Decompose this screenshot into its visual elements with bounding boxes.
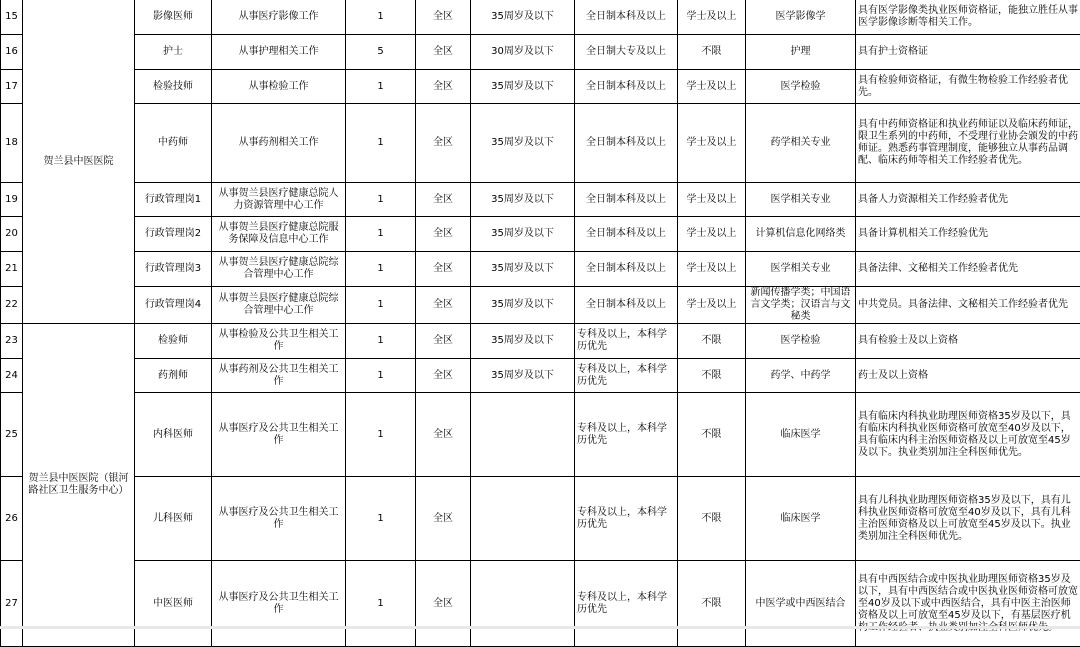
recruit-scope: 全区 <box>416 252 471 287</box>
position-duty: 从事医疗及公共卫生相关工作 <box>212 477 346 561</box>
position-name: 检验师 <box>135 324 212 359</box>
major-requirement: 药学、中药学 <box>746 359 856 393</box>
position-name: 行政管理岗4 <box>135 287 212 324</box>
position-duty: 从事药剂相关工作 <box>212 104 346 183</box>
row-number: 23 <box>1 324 23 359</box>
hire-count: 1 <box>346 217 416 252</box>
major-requirement: 医学检验 <box>746 324 856 359</box>
position-duty: 从事护理相关工作 <box>212 35 346 70</box>
other-requirement: 药士及以上资格 <box>856 359 1080 393</box>
recruit-scope: 全区 <box>416 104 471 183</box>
table-row <box>1 324 1080 359</box>
row-number: 24 <box>1 359 23 393</box>
degree-requirement: 学士及以上 <box>678 70 746 104</box>
position-name: 行政管理岗2 <box>135 217 212 252</box>
age-requirement <box>471 393 575 477</box>
degree-requirement: 不限 <box>678 477 746 561</box>
position-duty: 从事贺兰县医疗健康总院人力资源管理中心工作 <box>212 183 346 217</box>
unit-name: 贺兰县中医医院 <box>23 0 135 324</box>
row-number: 22 <box>1 287 23 324</box>
age-requirement: 35周岁及以下 <box>471 70 575 104</box>
table-row <box>1 104 1080 183</box>
major-requirement: 药学相关专业 <box>746 104 856 183</box>
hire-count: 1 <box>346 393 416 477</box>
education-requirement: 全日制本科及以上 <box>575 0 678 35</box>
education-requirement: 专科及以上，本科学历优先 <box>575 393 678 477</box>
degree-requirement: 学士及以上 <box>678 183 746 217</box>
major-requirement: 医学检验 <box>746 70 856 104</box>
table-row <box>1 0 1080 35</box>
hire-count: 1 <box>346 561 416 647</box>
other-requirement: 中共党员。具备法律、文秘相关工作经验者优先 <box>856 287 1080 324</box>
other-requirement: 具有中药师资格证和执业药师证以及临床药师证，限卫生系列的中药师，不受理行业协会颁发的中药师证。熟悉药事管理制度，能够独立从事药品调配、临床药师等相关工作经验者优先。 <box>856 104 1080 183</box>
major-requirement: 医学影像学 <box>746 0 856 35</box>
recruit-scope: 全区 <box>416 183 471 217</box>
position-name: 检验技师 <box>135 70 212 104</box>
table-row <box>1 217 1080 252</box>
age-requirement <box>471 561 575 647</box>
education-requirement: 全日制大专及以上 <box>575 35 678 70</box>
recruit-scope: 全区 <box>416 35 471 70</box>
education-requirement: 全日制本科及以上 <box>575 252 678 287</box>
position-duty: 从事贺兰县医疗健康总院综合管理中心工作 <box>212 287 346 324</box>
other-requirement: 具有检验师资格证，有微生物检验工作经验者优先。 <box>856 70 1080 104</box>
recruit-scope: 全区 <box>416 217 471 252</box>
degree-requirement: 学士及以上 <box>678 252 746 287</box>
row-number: 17 <box>1 70 23 104</box>
major-requirement: 新闻传播学类；中国语言文学类；汉语言与文秘类 <box>746 287 856 324</box>
age-requirement <box>471 477 575 561</box>
table-row <box>1 393 1080 477</box>
position-name: 行政管理岗3 <box>135 252 212 287</box>
position-duty: 从事医疗及公共卫生相关工作 <box>212 561 346 647</box>
row-number: 27 <box>1 561 23 647</box>
major-requirement: 计算机信息化网络类 <box>746 217 856 252</box>
other-requirement: 具有护士资格证 <box>856 35 1080 70</box>
table-row <box>1 252 1080 287</box>
position-name: 行政管理岗1 <box>135 183 212 217</box>
age-requirement: 35周岁及以下 <box>471 324 575 359</box>
major-requirement: 中医学或中西医结合 <box>746 561 856 647</box>
degree-requirement: 不限 <box>678 561 746 647</box>
education-requirement: 专科及以上，本科学历优先 <box>575 561 678 647</box>
hire-count: 1 <box>346 0 416 35</box>
position-name: 中医医师 <box>135 561 212 647</box>
education-requirement: 全日制本科及以上 <box>575 104 678 183</box>
education-requirement: 全日制本科及以上 <box>575 217 678 252</box>
row-number: 20 <box>1 217 23 252</box>
age-requirement: 35周岁及以下 <box>471 104 575 183</box>
recruit-scope: 全区 <box>416 287 471 324</box>
row-number: 18 <box>1 104 23 183</box>
table-row <box>1 359 1080 393</box>
position-name: 药剂师 <box>135 359 212 393</box>
hire-count: 1 <box>346 359 416 393</box>
education-requirement: 专科及以上，本科学历优先 <box>575 477 678 561</box>
row-number: 26 <box>1 477 23 561</box>
other-requirement: 具有检验士及以上资格 <box>856 324 1080 359</box>
recruit-scope: 全区 <box>416 393 471 477</box>
position-name: 影像医师 <box>135 0 212 35</box>
position-name: 护士 <box>135 35 212 70</box>
position-duty: 从事检验工作 <box>212 70 346 104</box>
other-requirement: 具备计算机相关工作经验优先 <box>856 217 1080 252</box>
table-row <box>1 70 1080 104</box>
age-requirement: 35周岁及以下 <box>471 0 575 35</box>
age-requirement: 30周岁及以下 <box>471 35 575 70</box>
degree-requirement: 不限 <box>678 393 746 477</box>
hire-count: 1 <box>346 324 416 359</box>
age-requirement: 35周岁及以下 <box>471 252 575 287</box>
position-name: 中药师 <box>135 104 212 183</box>
hire-count: 1 <box>346 70 416 104</box>
row-number: 16 <box>1 35 23 70</box>
education-requirement: 专科及以上，本科学历优先 <box>575 324 678 359</box>
table-row <box>1 183 1080 217</box>
degree-requirement: 学士及以上 <box>678 104 746 183</box>
age-requirement: 35周岁及以下 <box>471 287 575 324</box>
position-duty: 从事医疗及公共卫生相关工作 <box>212 393 346 477</box>
major-requirement: 医学相关专业 <box>746 252 856 287</box>
hire-count: 5 <box>346 35 416 70</box>
degree-requirement: 学士及以上 <box>678 217 746 252</box>
other-requirement: 具有医学影像类执业医师资格证，能独立胜任从事医学影像诊断等相关工作。 <box>856 0 1080 35</box>
age-requirement: 35周岁及以下 <box>471 359 575 393</box>
other-requirement: 具有临床内科执业助理医师资格35岁及以下，具有临床内科执业医师资格可放宽至40岁及以下，具有临床内科主治医师资格及以上可放宽至45岁及以下。执业类别加注全科医师优先。 <box>856 393 1080 477</box>
position-duty: 从事医疗影像工作 <box>212 0 346 35</box>
major-requirement: 临床医学 <box>746 477 856 561</box>
degree-requirement: 不限 <box>678 359 746 393</box>
position-duty: 从事贺兰县医疗健康总院综合管理中心工作 <box>212 252 346 287</box>
row-number: 15 <box>1 0 23 35</box>
other-requirement: 具有儿科执业助理医师资格35岁及以下，具有儿科执业医师资格可放宽至40岁及以下，具有儿科主治医师资格及以上可放宽至45岁及以下。执业类别加注全科医师优先。 <box>856 477 1080 561</box>
degree-requirement: 不限 <box>678 35 746 70</box>
unit-name: 贺兰县中医医院（银河路社区卫生服务中心） <box>23 324 135 647</box>
position-duty: 从事检验及公共卫生相关工作 <box>212 324 346 359</box>
hire-count: 1 <box>346 477 416 561</box>
position-duty: 从事贺兰县医疗健康总院服务保障及信息中心工作 <box>212 217 346 252</box>
major-requirement: 医学相关专业 <box>746 183 856 217</box>
table-row <box>1 561 1080 647</box>
other-requirement: 具备法律、文秘相关工作经验者优先 <box>856 252 1080 287</box>
degree-requirement: 学士及以上 <box>678 0 746 35</box>
education-requirement: 全日制本科及以上 <box>575 287 678 324</box>
recruit-scope: 全区 <box>416 561 471 647</box>
row-number: 25 <box>1 393 23 477</box>
hire-count: 1 <box>346 183 416 217</box>
other-requirement: 具有中西医结合或中医执业助理医师资格35岁及以下，具有中西医结合或中医执业医师资格可放宽至40岁及以下或中西医结合，具有中医主治医师资格及以上可放宽至45岁及以下，有基层医疗机 <box>856 561 1080 647</box>
hire-count: 1 <box>346 252 416 287</box>
education-requirement: 全日制本科及以上 <box>575 70 678 104</box>
major-requirement: 临床医学 <box>746 393 856 477</box>
row-number: 19 <box>1 183 23 217</box>
table-row <box>1 35 1080 70</box>
age-requirement: 35周岁及以下 <box>471 183 575 217</box>
table-row <box>1 287 1080 324</box>
recruit-scope: 全区 <box>416 324 471 359</box>
recruit-scope: 全区 <box>416 359 471 393</box>
row-number: 21 <box>1 252 23 287</box>
hire-count: 1 <box>346 104 416 183</box>
other-requirement: 具备人力资源相关工作经验者优先 <box>856 183 1080 217</box>
education-requirement: 全日制本科及以上 <box>575 183 678 217</box>
hire-count: 1 <box>346 287 416 324</box>
recruit-scope: 全区 <box>416 70 471 104</box>
age-requirement: 35周岁及以下 <box>471 217 575 252</box>
position-duty: 从事药剂及公共卫生相关工作 <box>212 359 346 393</box>
recruit-scope: 全区 <box>416 477 471 561</box>
position-name: 儿科医师 <box>135 477 212 561</box>
table-row <box>1 477 1080 561</box>
recruit-scope: 全区 <box>416 0 471 35</box>
degree-requirement: 学士及以上 <box>678 287 746 324</box>
position-name: 内科医师 <box>135 393 212 477</box>
major-requirement: 护理 <box>746 35 856 70</box>
degree-requirement: 不限 <box>678 324 746 359</box>
education-requirement: 专科及以上，本科学历优先 <box>575 359 678 393</box>
